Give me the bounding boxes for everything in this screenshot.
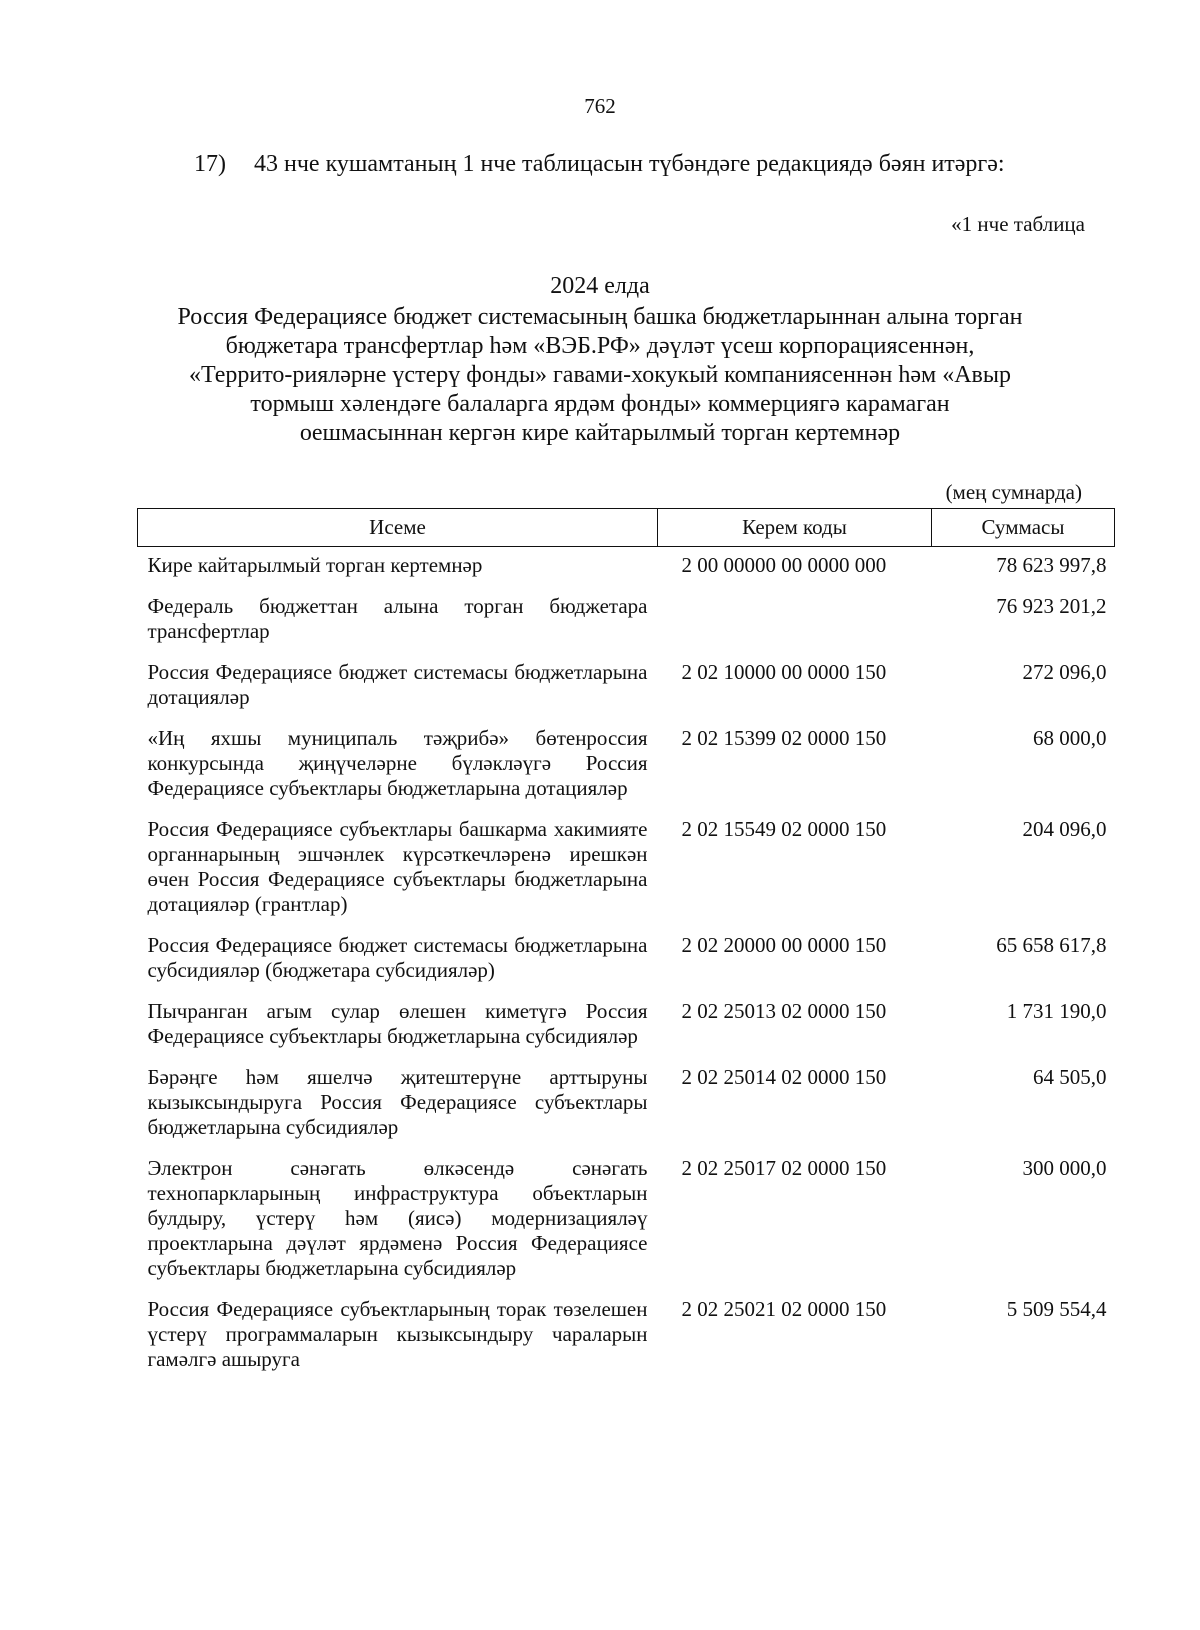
table-label: «1 нче таблица: [951, 212, 1085, 236]
row-code: 2 02 25014 02 0000 150: [681, 1065, 887, 1089]
title-year: 2024 елда: [550, 273, 650, 299]
row-sum: 76 923 201,2: [996, 594, 1107, 618]
row-sum: 68 000,0: [1033, 726, 1107, 750]
row-sum: 64 505,0: [1033, 1065, 1107, 1089]
row-code: 2 02 10000 00 0000 150: [681, 660, 887, 684]
row-sum: 272 096,0: [1022, 660, 1107, 684]
table-row: [138, 995, 1115, 1061]
row-name: Россия Федерациясе бюджет системасы бюджетларына дотацияләр: [147, 660, 648, 709]
table-body: [138, 547, 1115, 1385]
revenue-table: [137, 508, 1115, 1384]
row-code: 2 00 00000 00 0000 000: [681, 553, 887, 577]
unit-label: (мең сумнарда): [945, 480, 1082, 504]
row-name: Кире кайтарылмый торган кертемнәр: [147, 553, 483, 577]
intro-paragraph: [122, 148, 1082, 180]
row-name: «Иң яхшы муниципаль тәҗрибә» бөтенроссия конкурсында җиңүчеләрне бүләкләүгә Россия Федерациясе субъектлары бюджетларына дотацияләр: [147, 726, 648, 800]
table-header-row: [138, 509, 1115, 547]
row-name: Пычранган агым сулар өлешен киметүгә Россия Федерациясе субъектлары бюджетларына субсидияләр: [147, 999, 648, 1048]
header-code: Керем коды: [658, 509, 932, 547]
row-code: 2 02 25017 02 0000 150: [681, 1156, 887, 1180]
table-row: [138, 929, 1115, 995]
row-code: 2 02 25013 02 0000 150: [681, 999, 887, 1023]
header-name: Исеме: [138, 509, 658, 547]
row-name: Россия Федерациясе бюджет системасы бюджетларына субсидияләр (бюджетара субсидияләр): [147, 933, 648, 982]
table-row: [138, 1061, 1115, 1152]
intro-text: 43 нче кушамтаның 1 нче таблицасын түбәндәге редакциядә бәян итәргә:: [254, 151, 1005, 177]
title-heading: Россия Федерациясе бюджет системасының башка бюджетларыннан алына торган бюджетара трансфертлар һәм «ВЭБ.РФ» дәүләт үсеш корпорациясеннән, «Террито-рияләрне үстерү фонды» гавами-хокукый компаниясеннән һәм «Авыр тормыш хәлендәге балаларга ярдәм фонды» коммерциягә карамаган oешмасыннан кергән кире кайтарылмый торган кертемнәр: [177, 304, 1023, 446]
page-number: 762: [584, 94, 616, 118]
row-name: Бәрәңге һәм яшелчә җитештерүне арттыруны кызыксындыруга Россия Федерациясе субъектлары бюджетларына субсидияләр: [147, 1065, 648, 1139]
table-row: [138, 1152, 1115, 1293]
table-row: [138, 1293, 1115, 1384]
table-row: [138, 590, 1115, 656]
row-sum: 204 096,0: [1022, 817, 1107, 841]
row-code: 2 02 15399 02 0000 150: [681, 726, 887, 750]
row-sum: 300 000,0: [1022, 1156, 1107, 1180]
intro-item-number: 17): [194, 151, 226, 177]
row-sum: 1 731 190,0: [1006, 999, 1107, 1023]
row-name: Россия Федерациясе субъектлары башкарма хакимияте органнарының эшчәнлек күрсәткечләренә ирешкән өчен Россия Федерациясе субъектлары бюджетларына дотацияләр (грантлар): [147, 817, 648, 916]
table-row: [138, 813, 1115, 929]
row-code: 2 02 25021 02 0000 150: [681, 1297, 887, 1321]
row-name: Электрон сәнәгать өлкәсендә сәнәгать технопаркларының инфраструктура объектларын булдыру, үстерү һәм (яисә) модернизацияләү проектларына дәүләт ярдәменә Россия Федерациясе субъектлары бюджетларына субсидияләр: [147, 1156, 648, 1280]
table-row: [138, 722, 1115, 813]
row-sum: 5 509 554,4: [1006, 1297, 1107, 1321]
row-code: [658, 590, 932, 656]
row-sum: 78 623 997,8: [996, 553, 1107, 577]
row-name: Россия Федерациясе субъектларының торак төзелешен үстерү программаларын кызыксындыру чараларын гамәлгә ашыруга: [147, 1297, 648, 1371]
table-row: [138, 656, 1115, 722]
table-row: [138, 547, 1115, 591]
row-name: Федераль бюджеттан алына торган бюджетара трансфертлар: [147, 594, 648, 643]
header-sum: Суммасы: [932, 509, 1115, 547]
table-title: [100, 272, 1100, 448]
row-sum: 65 658 617,8: [996, 933, 1107, 957]
row-code: 2 02 15549 02 0000 150: [681, 817, 887, 841]
row-code: 2 02 20000 00 0000 150: [681, 933, 887, 957]
